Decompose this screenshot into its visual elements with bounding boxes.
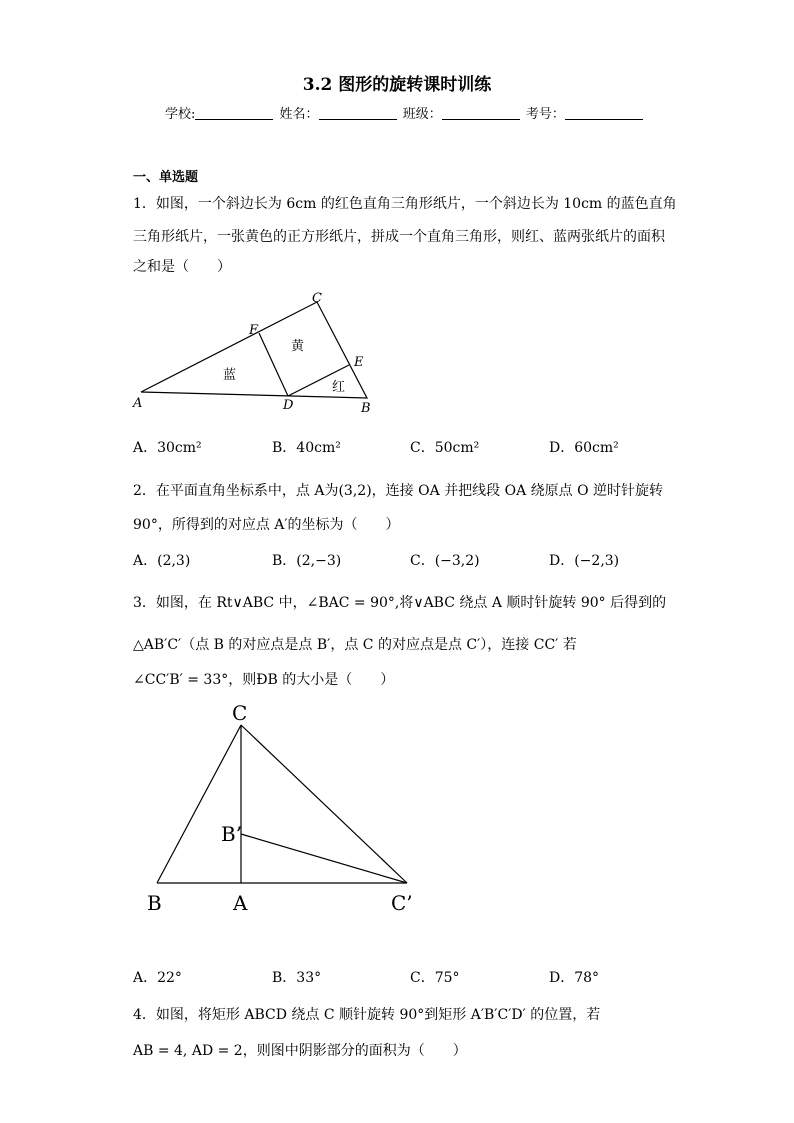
name-label: 姓名： xyxy=(279,107,319,122)
q1-label-d: D xyxy=(283,398,294,413)
page-title: 3.2 图形的旋转课时训练 xyxy=(302,75,492,95)
q1-option-a: A．30cm² xyxy=(133,440,202,456)
q1-line-2: 三角形纸片，一张黄色的正方形纸片，拼成一个直角三角形，则红、蓝两张纸片的面积 xyxy=(133,229,665,245)
q1-line-3: 之和是（ ） xyxy=(133,259,231,275)
q3-label-b-prime: B’ xyxy=(221,822,243,846)
school-blank xyxy=(195,107,273,120)
q1-region-blue: 蓝 xyxy=(223,368,237,383)
q3-option-b: B．33° xyxy=(272,970,322,986)
q3-line-3: ∠CC′B′ = 33°，则ÐB 的大小是（ ） xyxy=(133,672,395,688)
q3-line-2: △AB′C′（点 B 的对应点是点 B′，点 C 的对应点是点 C′），连接 CC′ 若 xyxy=(133,637,577,653)
q1-figure xyxy=(130,288,390,418)
q1-label-a: A xyxy=(133,396,143,411)
exam-number-label: 考号： xyxy=(525,107,565,122)
q3-segment-bc xyxy=(157,725,241,883)
school-label: 学校: xyxy=(165,107,196,122)
q2-option-a: A．(2,3) xyxy=(133,553,191,569)
q3-option-c: C．75° xyxy=(410,970,460,986)
q1-option-b: B．40cm² xyxy=(272,440,341,456)
q1-label-e: E xyxy=(354,355,364,370)
q4-line-1: 4．如图，将矩形 ABCD 绕点 C 顺针旋转 90°到矩形 A′B′C′D′ 的位置，若 xyxy=(133,1007,601,1023)
q3-label-a: A xyxy=(233,891,248,915)
q3-figure xyxy=(135,695,425,925)
q1-segment-fd xyxy=(259,333,288,396)
q2-line-1: 2．在平面直角坐标系中，点 A为(3,2)，连接 OA 并把线段 OA 绕原点 O 逆时针旋转 xyxy=(133,483,664,499)
section-heading: 一、单选题 xyxy=(133,170,199,185)
class-blank xyxy=(442,107,520,120)
q4-line-2: AB = 4, AD = 2，则图中阴影部分的面积为（ ） xyxy=(133,1043,467,1059)
q3-option-a: A．22° xyxy=(133,970,182,986)
class-label: 班级： xyxy=(402,107,442,122)
q1-label-b: B xyxy=(361,401,371,416)
student-info-line xyxy=(165,103,645,122)
q2-option-b: B．(2,−3) xyxy=(272,553,342,569)
q3-label-c: C xyxy=(232,701,248,725)
q3-option-d: D．78° xyxy=(549,970,600,986)
q1-option-c: C．50cm² xyxy=(410,440,480,456)
q1-option-d: D．60cm² xyxy=(549,440,619,456)
exam-number-blank xyxy=(565,107,643,120)
q1-label-c: C xyxy=(312,291,322,306)
q1-label-f: F xyxy=(249,323,259,338)
name-blank xyxy=(319,107,397,120)
q1-region-yellow: 黄 xyxy=(291,339,305,354)
q3-line-1: 3．如图，在 Rt∨ABC 中，∠BAC = 90°,将∨ABC 绕点 A 顺时针旋转 90° 后得到的 xyxy=(133,595,667,611)
q3-label-b: B xyxy=(147,891,162,915)
q2-line-2: 90°，所得到的对应点 A′的坐标为（ ） xyxy=(133,517,400,533)
q2-option-d: D．(−2,3) xyxy=(549,553,620,569)
q1-region-red: 红 xyxy=(332,380,346,395)
q3-label-c-prime: C’ xyxy=(391,891,413,915)
q1-line-1: 1．如图，一个斜边长为 6cm 的红色直角三角形纸片，一个斜边长为 10cm 的蓝色直角 xyxy=(133,196,677,212)
q2-option-c: C．(−3,2) xyxy=(410,553,480,569)
q3-segment-cc1 xyxy=(241,725,407,883)
